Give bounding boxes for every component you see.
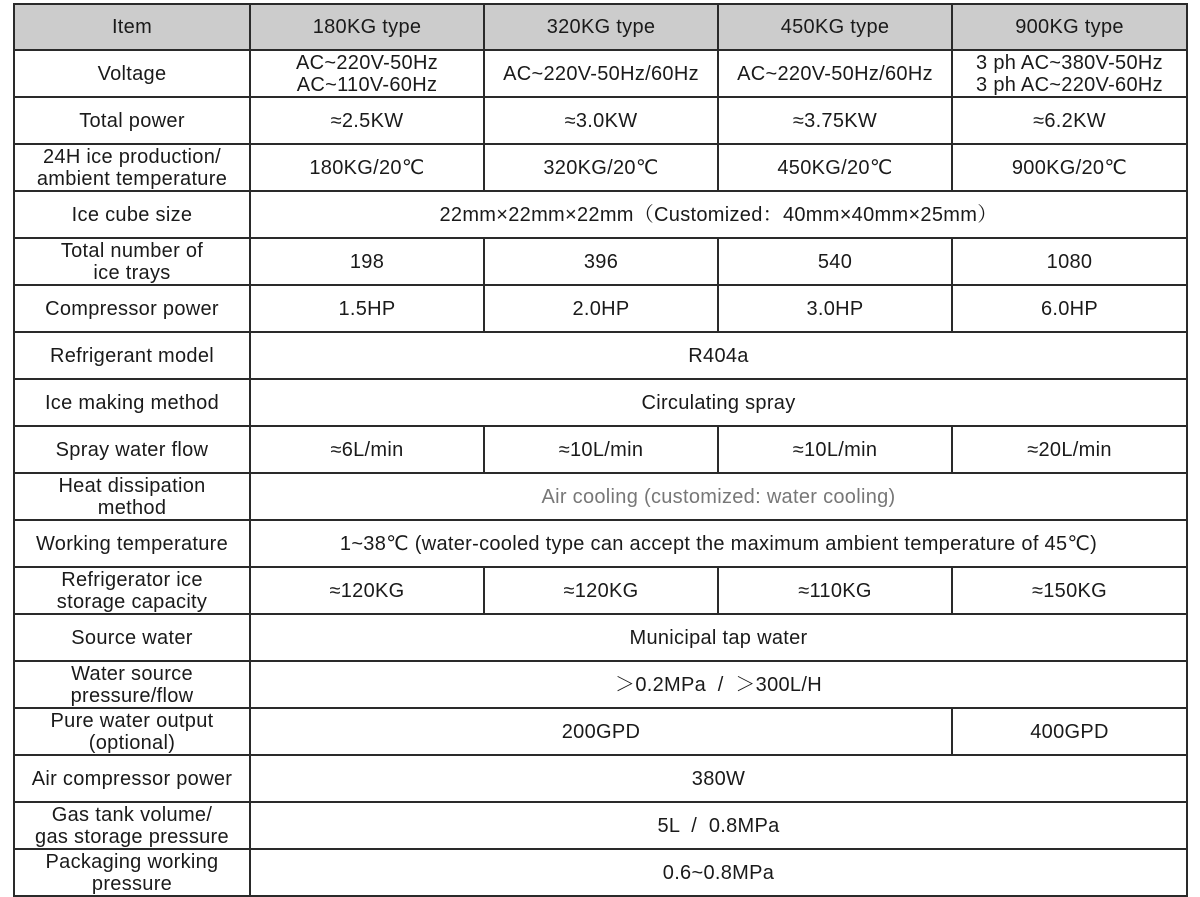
table-row — [14, 567, 1187, 614]
table-cell: 5L / 0.8MPa — [250, 802, 1187, 849]
row-label — [14, 849, 250, 896]
table-cell: 2.0HP — [484, 285, 718, 332]
row-label — [14, 473, 250, 520]
table-cell: 1~38℃ (water-cooled type can accept the maximum ambient temperature of 45℃) — [250, 520, 1187, 567]
table-cell: 3.0HP — [718, 285, 952, 332]
label-line: 24H ice production/ — [42, 145, 222, 168]
table-row — [14, 661, 1187, 708]
row-label: Working temperature — [14, 520, 250, 567]
table-row — [14, 520, 1187, 567]
table-cell: 450KG/20℃ — [718, 144, 952, 191]
cell-line: AC~220V-50Hz — [295, 51, 439, 74]
table-cell: ≈3.75KW — [718, 97, 952, 144]
row-label — [14, 661, 250, 708]
label-line: Refrigerator ice — [61, 568, 203, 591]
table-row — [14, 708, 1187, 755]
table-cell: 900KG/20℃ — [952, 144, 1187, 191]
table-cell: Municipal tap water — [250, 614, 1187, 661]
table-row — [14, 614, 1187, 661]
table-cell: ≈20L/min — [952, 426, 1187, 473]
row-label — [14, 802, 250, 849]
row-label: Source water — [14, 614, 250, 661]
table-cell: ≈110KG — [718, 567, 952, 614]
table-cell: ≈10L/min — [718, 426, 952, 473]
table-row — [14, 802, 1187, 849]
table-cell — [250, 50, 484, 97]
table-row — [14, 97, 1187, 144]
header-type: 900KG type — [952, 4, 1187, 50]
table-row — [14, 144, 1187, 191]
table-cell: ≈6L/min — [250, 426, 484, 473]
table-row — [14, 285, 1187, 332]
table-cell: 540 — [718, 238, 952, 285]
table-cell: 380W — [250, 755, 1187, 802]
table-cell: ≈3.0KW — [484, 97, 718, 144]
table-cell: 396 — [484, 238, 718, 285]
table-cell: ≈120KG — [250, 567, 484, 614]
table-cell: 0.6~0.8MPa — [250, 849, 1187, 896]
table-cell: 22mm×22mm×22mm（Customized：40mm×40mm×25mm） — [250, 191, 1187, 238]
table-row — [14, 755, 1187, 802]
row-label — [14, 144, 250, 191]
table-cell: 400GPD — [952, 708, 1187, 755]
table-cell: ≈150KG — [952, 567, 1187, 614]
table-cell: Circulating spray — [250, 379, 1187, 426]
table-row — [14, 379, 1187, 426]
table-cell: AC~220V-50Hz/60Hz — [484, 50, 718, 97]
table-cell — [952, 50, 1187, 97]
row-label: Ice making method — [14, 379, 250, 426]
row-label: Spray water flow — [14, 426, 250, 473]
label-line: pressure — [91, 872, 173, 895]
row-label: Voltage — [14, 50, 250, 97]
header-row — [14, 4, 1187, 50]
label-line: Gas tank volume/ — [51, 803, 213, 826]
table-cell: 320KG/20℃ — [484, 144, 718, 191]
table-cell: ≈6.2KW — [952, 97, 1187, 144]
row-label: Total power — [14, 97, 250, 144]
table-row — [14, 50, 1187, 97]
label-line: ice trays — [93, 261, 171, 284]
spec-table — [13, 3, 1188, 897]
table-row — [14, 191, 1187, 238]
cell-line: AC~110V-60Hz — [296, 73, 438, 96]
row-label — [14, 708, 250, 755]
table-row — [14, 473, 1187, 520]
row-label: Compressor power — [14, 285, 250, 332]
label-line: gas storage pressure — [35, 825, 229, 848]
label-line: pressure/flow — [70, 684, 194, 707]
table-row — [14, 849, 1187, 896]
table-cell: 1080 — [952, 238, 1187, 285]
label-line: Heat dissipation — [58, 474, 206, 497]
label-line: Pure water output — [50, 709, 214, 732]
label-line: Packaging working — [45, 850, 219, 873]
table-cell: Air cooling (customized: water cooling) — [250, 473, 1187, 520]
table-cell: AC~220V-50Hz/60Hz — [718, 50, 952, 97]
cell-line: 3 ph AC~380V-50Hz — [976, 51, 1163, 74]
table-cell: 6.0HP — [952, 285, 1187, 332]
table-row — [14, 332, 1187, 379]
header-item: Item — [14, 4, 250, 50]
cell-line: 3 ph AC~220V-60Hz — [976, 73, 1163, 96]
table-cell: ≈120KG — [484, 567, 718, 614]
header-type: 320KG type — [484, 4, 718, 50]
table-header — [14, 4, 1187, 50]
row-label: Air compressor power — [14, 755, 250, 802]
label-line: (optional) — [88, 731, 176, 754]
table-row — [14, 426, 1187, 473]
table-cell: R404a — [250, 332, 1187, 379]
table-cell: 198 — [250, 238, 484, 285]
row-label: Ice cube size — [14, 191, 250, 238]
table-cell: 1.5HP — [250, 285, 484, 332]
label-line: method — [97, 496, 167, 519]
header-type: 450KG type — [718, 4, 952, 50]
row-label — [14, 238, 250, 285]
row-label — [14, 567, 250, 614]
table-cell: 180KG/20℃ — [250, 144, 484, 191]
table-cell: 200GPD — [250, 708, 952, 755]
table-body — [14, 50, 1187, 896]
label-line: Water source — [71, 662, 193, 685]
label-line: Total number of — [60, 239, 204, 262]
header-type: 180KG type — [250, 4, 484, 50]
table-row — [14, 238, 1187, 285]
table-cell: ≈10L/min — [484, 426, 718, 473]
table-cell: ≈2.5KW — [250, 97, 484, 144]
row-label: Refrigerant model — [14, 332, 250, 379]
table-cell: ＞0.2MPa / ＞300L/H — [250, 661, 1187, 708]
label-line: ambient temperature — [36, 167, 228, 190]
label-line: storage capacity — [56, 590, 208, 613]
